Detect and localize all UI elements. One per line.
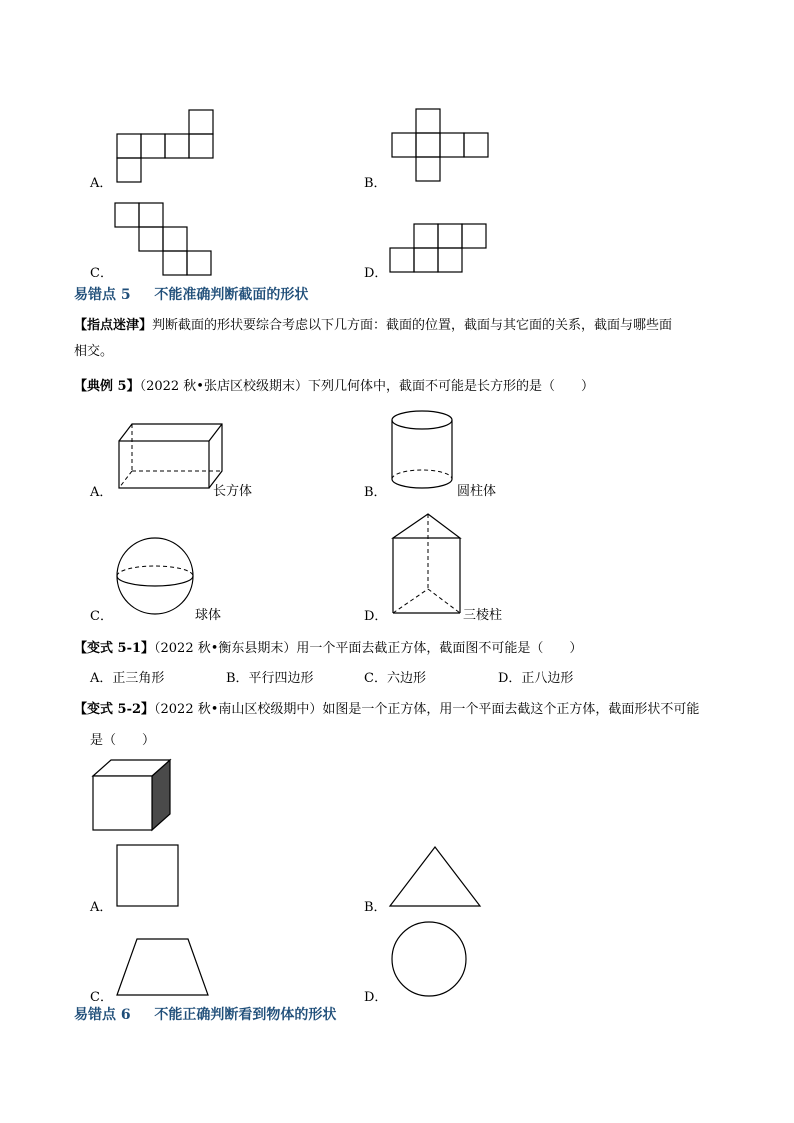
variant-5-2-text: 如图是一个正方体，用一个平面去截这个正方体，截面形状不可能 — [322, 702, 700, 717]
variant-5-1-option-d: D．正八边形 — [498, 671, 574, 686]
cylinder-label: 圆柱体 — [457, 484, 497, 499]
example-5-tag: 【典例 5】 — [74, 379, 140, 394]
tip-text-1: 判断截面的形状要综合考虑以下几方面：截面的位置，截面与其它面的关系，截面与哪些面 — [152, 318, 673, 333]
variant-5-2-option-b: B． — [364, 900, 387, 915]
tip-tag: 【指点迷津】 — [74, 318, 153, 333]
variant-5-2-option-d: D． — [364, 990, 388, 1005]
example-5-text: 下列几何体中，截面不可能是长方形的是（ ） — [307, 379, 594, 394]
variant-5-2-source: （2022 秋•南山区校级期中） — [154, 702, 323, 717]
example-5-option-d: D． — [364, 609, 388, 624]
prism-label: 三棱柱 — [463, 608, 503, 623]
variant-5-1-tag: 【变式 5-1】 — [74, 641, 155, 656]
section-6-heading — [74, 1004, 336, 1024]
option-b-label: B． — [364, 176, 387, 191]
example-5-option-c: C． — [90, 609, 113, 624]
option-a-label: A． — [90, 176, 113, 191]
variant-5-1-option-b: B．平行四边形 — [226, 671, 314, 686]
sphere-label: 球体 — [195, 608, 222, 623]
tip-line-2: 相交。 — [74, 344, 114, 359]
section-5-title: 不能准确判断截面的形状 — [154, 287, 309, 303]
option-d-label: D． — [364, 266, 388, 281]
section-6-title: 不能正确判断看到物体的形状 — [154, 1007, 337, 1023]
section-6-number: 易错点 6 — [74, 1007, 131, 1023]
example-5-option-a: A． — [90, 485, 113, 500]
variant-5-2-question-cont: 是（ ） — [90, 733, 156, 748]
example-5-source: （2022 秋•张店区校级期末） — [139, 379, 308, 394]
variant-5-1-source: （2022 秋•衡东县期末） — [154, 641, 297, 656]
variant-5-2-option-c: C． — [90, 990, 113, 1005]
variant-5-2-tag: 【变式 5-2】 — [74, 702, 155, 717]
variant-5-1-text: 用一个平面去截正方体，截面图不可能是（ ） — [296, 641, 583, 656]
variant-5-2-option-a: A． — [90, 900, 113, 915]
cuboid-label: 长方体 — [213, 484, 253, 499]
option-c-label: C． — [90, 266, 113, 281]
section-5-number: 易错点 5 — [74, 287, 131, 303]
variant-5-1-option-c: C．六边形 — [364, 671, 426, 686]
variant-5-1-option-a: A．正三角形 — [90, 671, 165, 686]
example-5-option-b: B． — [364, 485, 387, 500]
